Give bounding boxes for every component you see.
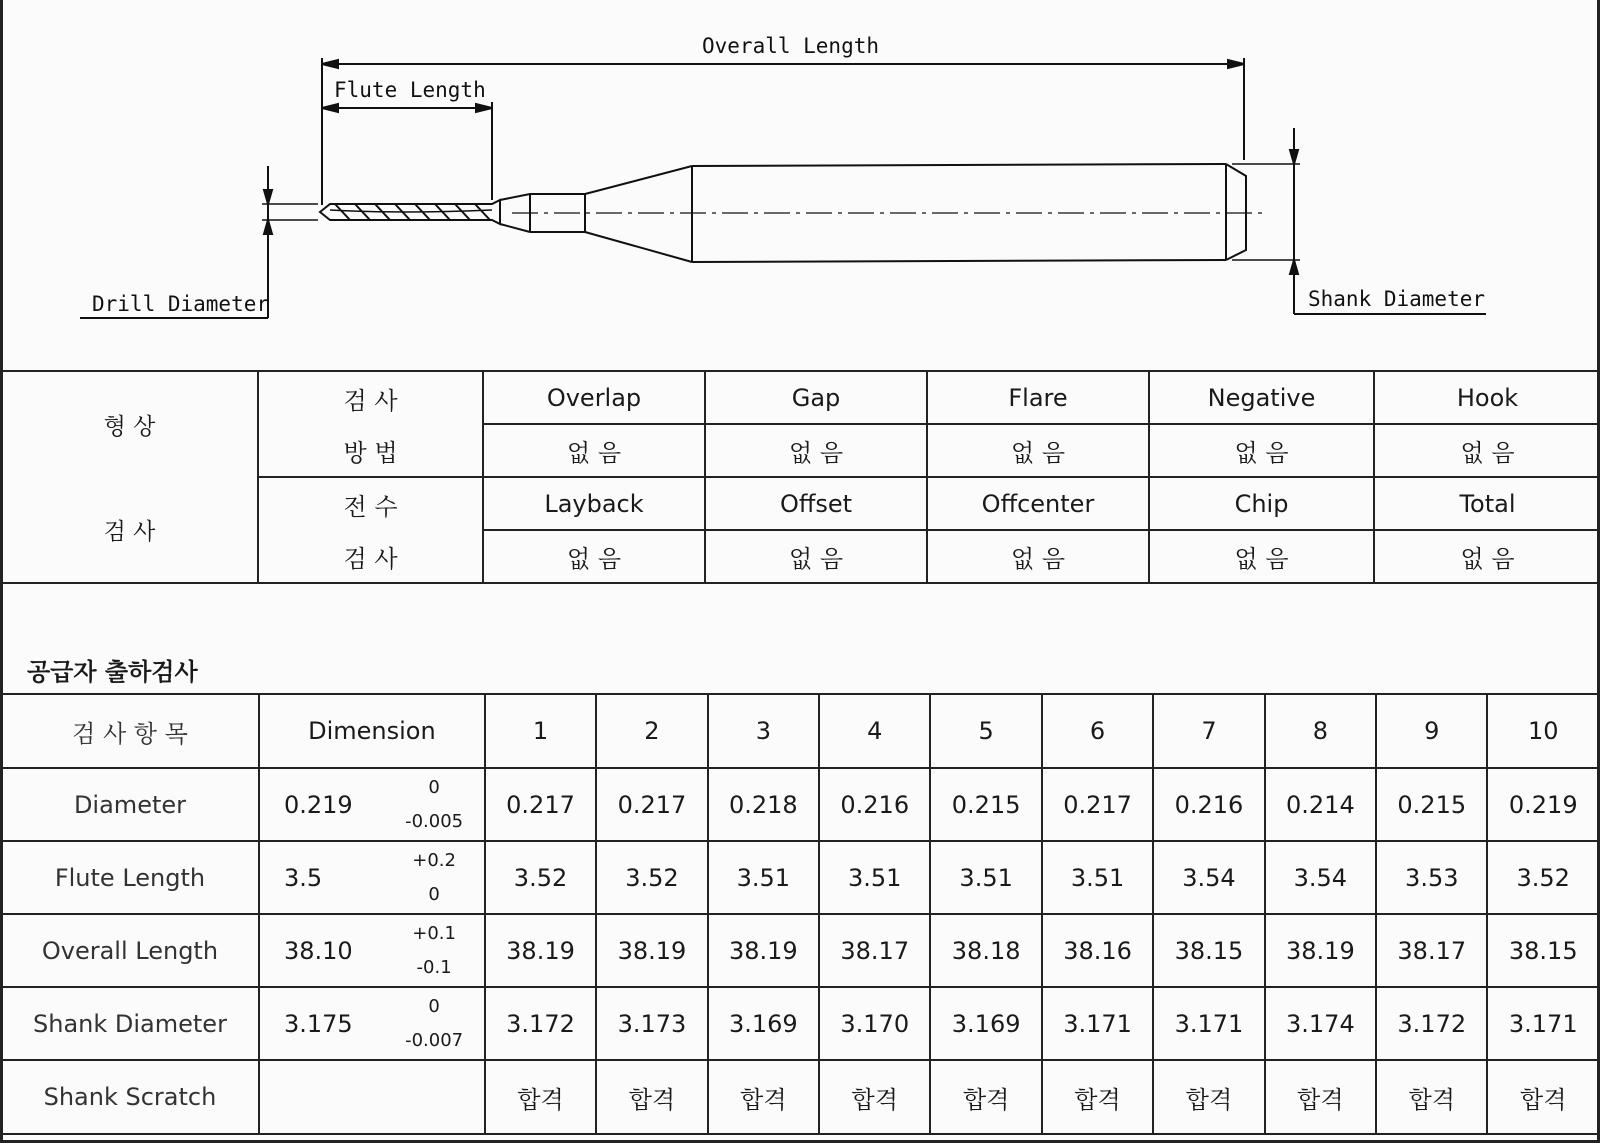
row-nominal: 3.5 [259,841,384,914]
check-name: Overlap [483,371,705,424]
check-result: 없 음 [1374,424,1600,477]
shipping-row [1,1060,1599,1134]
appearance-inspection-table [0,370,1600,584]
row-tolerance [384,987,484,1060]
tolerance-upper: 0 [428,995,440,1017]
tolerance-lower: 0 [428,883,440,905]
header-sample: 8 [1265,694,1376,768]
measurement-cell: 합격 [1265,1060,1376,1134]
shipping-inspection-title: 공급자 출하검사 [27,658,198,686]
row-item-label: Shank Diameter [1,987,259,1060]
measurement-cell: 3.174 [1265,987,1376,1060]
measurement-cell: 3.171 [1042,987,1153,1060]
shank-top [692,164,1226,166]
side-label-shape: 형 상 [1,371,258,477]
measurement-cell: 0.215 [930,768,1041,841]
drill-drawing [0,0,1600,370]
measurement-cell: 합격 [930,1060,1041,1134]
measurement-cell: 38.15 [1153,914,1264,987]
flute-length-label: Flute Length [334,78,486,102]
measurement-cell: 38.19 [1265,914,1376,987]
row-item-label: Diameter [1,768,259,841]
measurement-cell: 0.216 [819,768,930,841]
overall-length-arrow-right [1228,60,1244,68]
tolerance-upper: +0.1 [412,922,456,944]
drill-diameter-label: Drill Diameter [92,292,270,316]
check-name: Layback [483,477,705,530]
measurement-cell: 합격 [1153,1060,1264,1134]
row-item-label: Shank Scratch [1,1060,259,1134]
check-name: Hook [1374,371,1600,424]
check-name: Flare [927,371,1149,424]
measurement-cell: 합격 [1376,1060,1487,1134]
check-name: Offcenter [927,477,1149,530]
measurement-cell: 3.51 [930,841,1041,914]
measurement-cell: 3.169 [930,987,1041,1060]
measurement-cell: 0.215 [1376,768,1487,841]
tolerance-lower: -0.005 [405,810,464,832]
measurement-cell: 합격 [1042,1060,1153,1134]
shank-chamfer [1226,164,1246,260]
overall-length-arrow-left [322,60,338,68]
flute-length-arrow-right [476,104,492,112]
measurement-cell: 0.217 [1042,768,1153,841]
measurement-cell: 38.16 [1042,914,1153,987]
shipping-header-row [1,694,1599,768]
overall-length-label: Overall Length [702,34,880,58]
shank-diameter-label: Shank Diameter [1308,287,1486,311]
row-tolerance [384,768,484,841]
measurement-cell: 3.171 [1153,987,1264,1060]
row-nominal: 0.219 [259,768,384,841]
measurement-cell: 3.51 [708,841,819,914]
check-name: Chip [1149,477,1374,530]
measurement-cell: 38.17 [1376,914,1487,987]
header-sample: 7 [1153,694,1264,768]
measurement-cell: 3.54 [1153,841,1264,914]
measurement-cell: 3.52 [485,841,596,914]
tolerance-upper: 0 [428,776,440,798]
header-inspection-item: 검 사 항 목 [1,694,259,768]
check-result: 없 음 [1374,530,1600,583]
measurement-cell: 0.219 [1487,768,1599,841]
row-tolerance [384,914,484,987]
check-result: 없 음 [927,530,1149,583]
header-sample: 6 [1042,694,1153,768]
measurement-cell: 0.214 [1265,768,1376,841]
check-name: Negative [1149,371,1374,424]
measurement-cell: 합격 [708,1060,819,1134]
measurement-cell: 3.172 [1376,987,1487,1060]
row-item-label: Overall Length [1,914,259,987]
row-item-label: Flute Length [1,841,259,914]
method-label-top: 검 사 [258,371,483,424]
measurement-cell: 38.19 [708,914,819,987]
drill-dia-arrow-bottom [264,220,272,234]
measurement-cell: 3.52 [596,841,707,914]
measurement-cell: 0.218 [708,768,819,841]
method-label-bottom: 방 법 [258,424,483,477]
check-result: 없 음 [705,424,927,477]
header-dimension: Dimension [259,694,485,768]
measurement-cell: 3.169 [708,987,819,1060]
measurement-cell: 3.172 [485,987,596,1060]
measurement-cell: 합격 [819,1060,930,1134]
inspection-row-2-names [1,477,1600,530]
row-nominal: 38.10 [259,914,384,987]
tolerance-lower: -0.007 [405,1029,464,1051]
tolerance-lower: -0.1 [416,956,452,978]
shipping-inspection-table [0,693,1600,1135]
flute-helix-centre [330,210,492,212]
measurement-cell: 3.51 [819,841,930,914]
shank-dia-arrow-top [1290,150,1298,164]
measurement-cell: 38.19 [596,914,707,987]
measurement-cell: 합격 [1487,1060,1599,1134]
measurement-cell: 38.19 [485,914,596,987]
measurement-cell: 38.18 [930,914,1041,987]
drill-drawing-svg [0,0,1600,370]
measurement-cell: 3.53 [1376,841,1487,914]
check-result: 없 음 [483,530,705,583]
measurement-cell: 38.17 [819,914,930,987]
shipping-row [1,987,1599,1060]
check-result: 없 음 [1149,424,1374,477]
check-result: 없 음 [705,530,927,583]
row-tolerance [384,1060,484,1134]
header-sample: 4 [819,694,930,768]
taper-bottom [585,232,692,262]
shank-dia-arrow-bottom [1290,260,1298,274]
flute-length-arrow-left [322,104,338,112]
row-nominal [259,1060,384,1134]
shipping-row [1,841,1599,914]
header-sample: 5 [930,694,1041,768]
full-inspection-label-top: 전 수 [258,477,483,530]
check-result: 없 음 [927,424,1149,477]
taper-top [585,166,692,194]
row-nominal: 3.175 [259,987,384,1060]
tolerance-upper: +0.2 [412,849,456,871]
measurement-cell: 0.216 [1153,768,1264,841]
measurement-cell: 38.15 [1487,914,1599,987]
header-sample: 9 [1376,694,1487,768]
measurement-cell: 0.217 [596,768,707,841]
full-inspection-label-bottom: 검 사 [258,530,483,583]
row-tolerance [384,841,484,914]
check-result: 없 음 [483,424,705,477]
check-name: Total [1374,477,1600,530]
shipping-row [1,914,1599,987]
measurement-cell: 3.170 [819,987,930,1060]
measurement-cell: 3.171 [1487,987,1599,1060]
measurement-cell: 3.173 [596,987,707,1060]
header-sample: 2 [596,694,707,768]
check-name: Offset [705,477,927,530]
side-label-inspection: 검 사 [1,477,258,583]
measurement-cell: 3.51 [1042,841,1153,914]
inspection-row-1-names [1,371,1600,424]
measurement-cell: 합격 [485,1060,596,1134]
check-result: 없 음 [1149,530,1374,583]
measurement-cell: 합격 [596,1060,707,1134]
neck-top [500,194,530,200]
header-sample: 3 [708,694,819,768]
header-sample: 1 [485,694,596,768]
shank-bottom [692,260,1226,262]
header-sample: 10 [1487,694,1599,768]
measurement-cell: 3.52 [1487,841,1599,914]
drill-dia-arrow-top [264,190,272,204]
neck-bottom [500,224,530,232]
shipping-row [1,768,1599,841]
check-name: Gap [705,371,927,424]
measurement-cell: 0.217 [485,768,596,841]
measurement-cell: 3.54 [1265,841,1376,914]
